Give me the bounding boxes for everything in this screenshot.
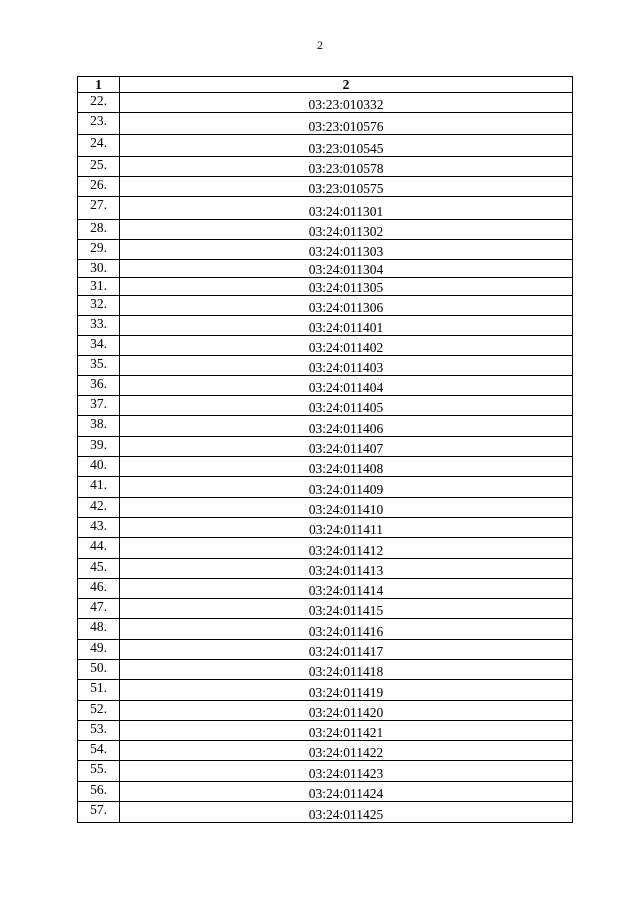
table-row <box>78 197 573 220</box>
table-body <box>78 93 573 823</box>
cadastral-table <box>77 76 573 823</box>
row-number-cell: 28. <box>78 220 120 240</box>
table-row <box>78 113 573 135</box>
table-row <box>78 538 573 559</box>
cadastral-code-cell: 03:24:011412 <box>120 538 573 559</box>
cadastral-code-cell: 03:24:011403 <box>120 356 573 376</box>
cadastral-code-cell: 03:24:011305 <box>120 278 573 296</box>
row-number-cell: 50. <box>78 660 120 680</box>
table-row <box>78 220 573 240</box>
cadastral-code-cell: 03:24:011404 <box>120 376 573 396</box>
cadastral-code-cell: 03:24:011421 <box>120 721 573 741</box>
row-number-cell: 25. <box>78 157 120 177</box>
table-row <box>78 437 573 457</box>
table-row <box>78 782 573 802</box>
table-row <box>78 240 573 260</box>
row-number-cell: 48. <box>78 619 120 640</box>
table-row <box>78 701 573 721</box>
table-row <box>78 498 573 518</box>
row-number-cell: 31. <box>78 278 120 296</box>
cadastral-code-cell: 03:24:011423 <box>120 761 573 782</box>
table-row <box>78 396 573 416</box>
table-row <box>78 416 573 437</box>
table-row <box>78 177 573 197</box>
cadastral-code-cell: 03:24:011418 <box>120 660 573 680</box>
cadastral-code-cell: 03:23:010332 <box>120 93 573 113</box>
row-number-cell: 53. <box>78 721 120 741</box>
cadastral-code-cell: 03:24:011306 <box>120 296 573 316</box>
table-row <box>78 157 573 177</box>
row-number-cell: 32. <box>78 296 120 316</box>
table-row <box>78 296 573 316</box>
table-row <box>78 356 573 376</box>
table-row <box>78 619 573 640</box>
row-number-cell: 47. <box>78 599 120 619</box>
row-number-cell: 23. <box>78 113 120 135</box>
row-number-cell: 43. <box>78 518 120 538</box>
table-row <box>78 579 573 599</box>
cadastral-code-cell: 03:24:011304 <box>120 260 573 278</box>
cadastral-code-cell: 03:24:011410 <box>120 498 573 518</box>
row-number-cell: 36. <box>78 376 120 396</box>
cadastral-code-cell: 03:24:011414 <box>120 579 573 599</box>
table-row <box>78 278 573 296</box>
table-row <box>78 260 573 278</box>
row-number-cell: 54. <box>78 741 120 761</box>
cadastral-code-cell: 03:24:011302 <box>120 220 573 240</box>
row-number-cell: 24. <box>78 135 120 157</box>
cadastral-code-cell: 03:24:011408 <box>120 457 573 477</box>
column-header-code: 2 <box>120 77 573 93</box>
table-row <box>78 518 573 538</box>
row-number-cell: 40. <box>78 457 120 477</box>
row-number-cell: 37. <box>78 396 120 416</box>
row-number-cell: 44. <box>78 538 120 559</box>
cadastral-code-cell: 03:24:011401 <box>120 316 573 336</box>
row-number-cell: 56. <box>78 782 120 802</box>
row-number-cell: 41. <box>78 477 120 498</box>
page-number: 2 <box>317 38 323 52</box>
row-number-cell: 45. <box>78 559 120 579</box>
row-number-cell: 51. <box>78 680 120 701</box>
row-number-cell: 46. <box>78 579 120 599</box>
table-row <box>78 640 573 660</box>
cadastral-code-cell: 03:24:011409 <box>120 477 573 498</box>
table-row <box>78 660 573 680</box>
table-row <box>78 802 573 823</box>
table-row <box>78 559 573 579</box>
table-row <box>78 477 573 498</box>
row-number-cell: 38. <box>78 416 120 437</box>
row-number-cell: 29. <box>78 240 120 260</box>
table-row <box>78 457 573 477</box>
row-number-cell: 55. <box>78 761 120 782</box>
cadastral-code-cell: 03:24:011419 <box>120 680 573 701</box>
row-number-cell: 57. <box>78 802 120 823</box>
row-number-cell: 42. <box>78 498 120 518</box>
cadastral-code-cell: 03:24:011402 <box>120 336 573 356</box>
cadastral-code-cell: 03:24:011405 <box>120 396 573 416</box>
table-row <box>78 599 573 619</box>
column-header-number: 1 <box>78 77 120 93</box>
table-row <box>78 376 573 396</box>
row-number-cell: 33. <box>78 316 120 336</box>
table-row <box>78 336 573 356</box>
cadastral-code-cell: 03:23:010578 <box>120 157 573 177</box>
table-row <box>78 93 573 113</box>
table-row <box>78 761 573 782</box>
row-number-cell: 26. <box>78 177 120 197</box>
cadastral-code-cell: 03:24:011303 <box>120 240 573 260</box>
table-header-row <box>78 77 573 93</box>
cadastral-code-cell: 03:24:011422 <box>120 741 573 761</box>
cadastral-code-cell: 03:24:011411 <box>120 518 573 538</box>
table-row <box>78 316 573 336</box>
cadastral-code-cell: 03:23:010545 <box>120 135 573 157</box>
cadastral-code-cell: 03:24:011406 <box>120 416 573 437</box>
cadastral-code-cell: 03:24:011425 <box>120 802 573 823</box>
row-number-cell: 22. <box>78 93 120 113</box>
cadastral-code-cell: 03:23:010576 <box>120 113 573 135</box>
cadastral-code-cell: 03:24:011415 <box>120 599 573 619</box>
cadastral-code-cell: 03:24:011420 <box>120 701 573 721</box>
table-row <box>78 721 573 741</box>
row-number-cell: 27. <box>78 197 120 220</box>
row-number-cell: 49. <box>78 640 120 660</box>
cadastral-code-cell: 03:24:011301 <box>120 197 573 220</box>
table-row <box>78 135 573 157</box>
row-number-cell: 52. <box>78 701 120 721</box>
cadastral-code-cell: 03:24:011416 <box>120 619 573 640</box>
cadastral-code-cell: 03:24:011407 <box>120 437 573 457</box>
row-number-cell: 35. <box>78 356 120 376</box>
table-row <box>78 741 573 761</box>
cadastral-code-cell: 03:24:011424 <box>120 782 573 802</box>
row-number-cell: 39. <box>78 437 120 457</box>
table-row <box>78 680 573 701</box>
cadastral-code-cell: 03:24:011417 <box>120 640 573 660</box>
cadastral-code-cell: 03:23:010575 <box>120 177 573 197</box>
cadastral-code-cell: 03:24:011413 <box>120 559 573 579</box>
row-number-cell: 30. <box>78 260 120 278</box>
row-number-cell: 34. <box>78 336 120 356</box>
